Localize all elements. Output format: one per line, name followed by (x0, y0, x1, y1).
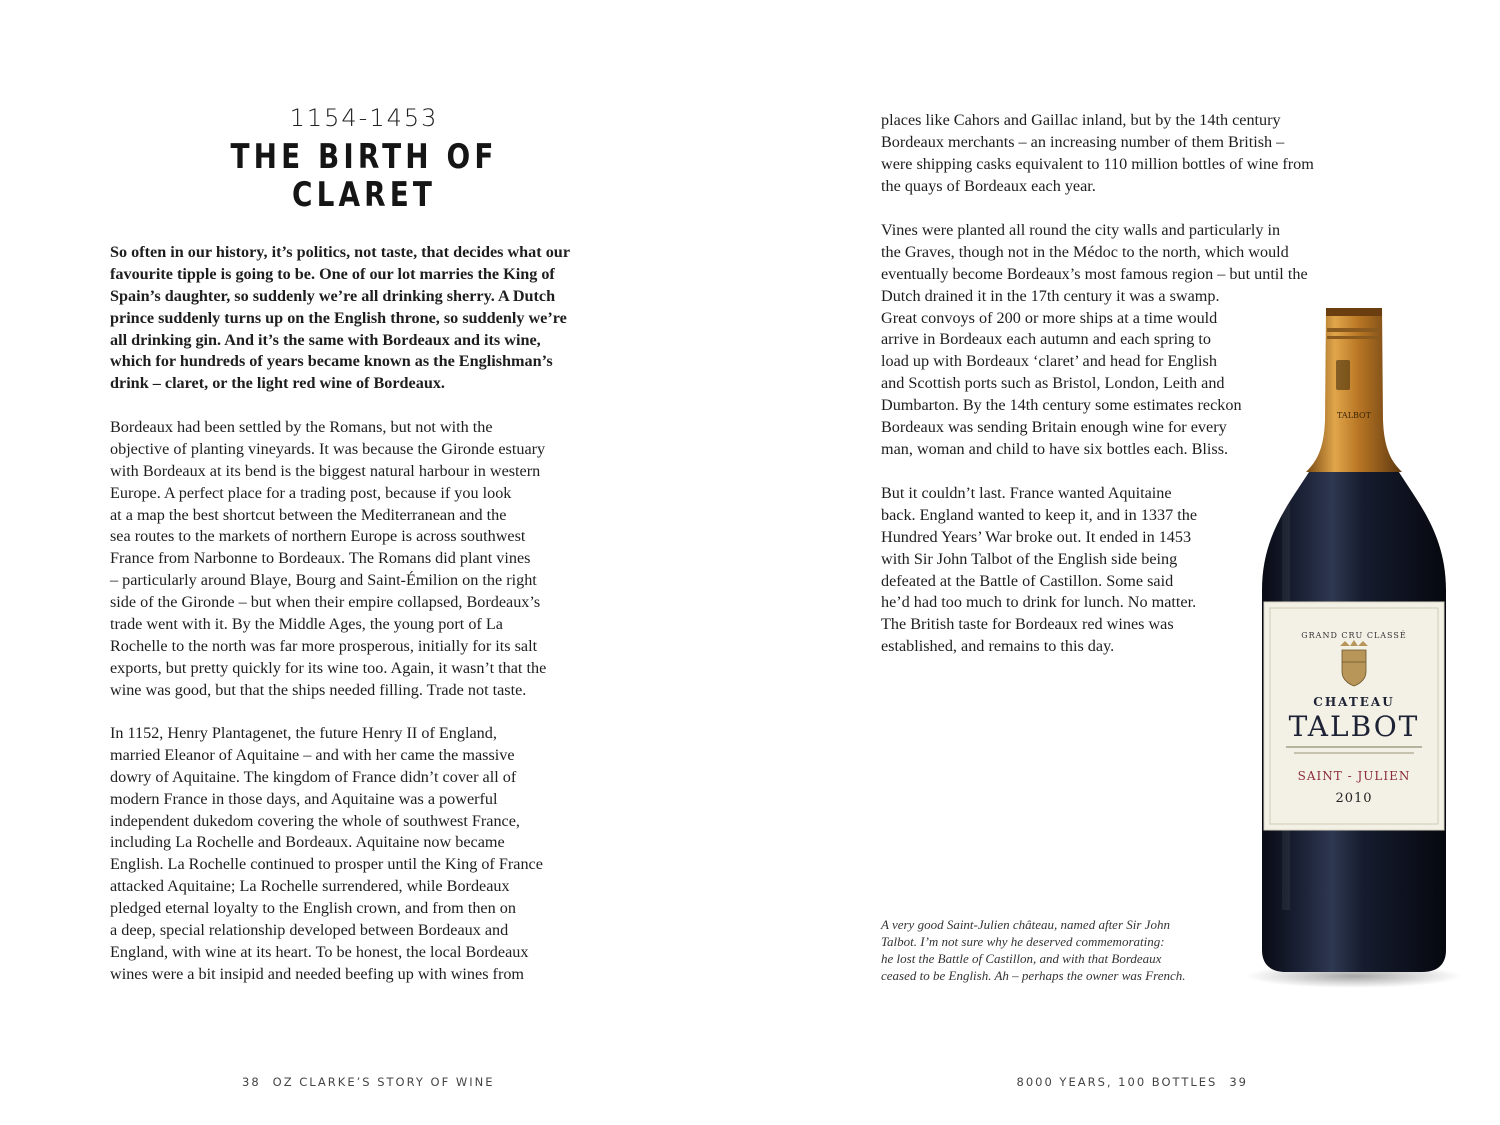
label-vintage: 2010 (1335, 791, 1373, 806)
text-line: dowry of Aquitaine. The kingdom of France didn’t cover all of (110, 767, 517, 786)
text-line: the quays of Bordeaux each year. (881, 176, 1096, 195)
chapter-title-line: THE BIRTH OF (230, 137, 498, 177)
text-line: – particularly around Blaye, Bourg and Saint-Émilion on the right (110, 571, 537, 590)
text-line: England, with wine at its heart. To be honest, the local Bordeaux (110, 942, 529, 961)
text-line: independent dukedom covering the whole of southwest France, (110, 811, 520, 830)
text-line: Bordeaux was sending Britain enough wine for every (881, 418, 1227, 437)
body-paragraph (110, 417, 546, 702)
body-paragraph (881, 483, 1197, 658)
text-line: Dutch drained it in the 17th century it was a swamp. (881, 286, 1220, 305)
text-line: wine was good, but that the ships needed filling. Trade not taste. (110, 680, 527, 699)
text-line: side of the Gironde – but when their empire collapsed, Bordeaux’s (110, 593, 541, 612)
text-line: married Eleanor of Aquitaine – and with her came the massive (110, 745, 515, 764)
text-line: exports, but pretty quickly for its wine too. Again, it wasn’t that the (110, 658, 547, 677)
text-line: and Scottish ports such as Bristol, London, Leith and (881, 374, 1225, 393)
label-name: TALBOT (1288, 710, 1420, 743)
text-line: English. La Rochelle continued to prosper until the King of France (110, 855, 543, 874)
text-line: established, and remains to this day. (881, 637, 1115, 656)
text-line: defeated at the Battle of Castillon. Some said (881, 571, 1174, 590)
text-line: all drinking gin. And it’s the same with Bordeaux and its wine, (110, 330, 541, 349)
image-caption (881, 916, 1186, 984)
text-line: with Bordeaux at its bend is the biggest natural harbour in western (110, 461, 541, 480)
text-line: Vines were planted all round the city walls and particularly in (881, 221, 1281, 239)
running-title: OZ CLARKE’S STORY OF WINE (272, 1075, 495, 1089)
text-line: Great convoys of 200 or more ships at a time would (881, 308, 1218, 327)
caption-line: A very good Saint-Julien château, named after Sir John (881, 917, 1170, 932)
body-paragraph (881, 110, 1314, 198)
text-line: Bordeaux had been settled by the Romans, but not with the (110, 418, 493, 436)
text-line: prince suddenly turns up on the English throne, so suddenly we’re (110, 308, 567, 327)
body-paragraph (110, 723, 543, 986)
text-line: he’d had too much to drink for lunch. No matter. (881, 593, 1197, 612)
running-title: 8000 YEARS, 100 BOTTLES (1016, 1075, 1218, 1089)
page-footer-left (230, 1075, 494, 1089)
text-line: Europe. A perfect place for a trading post, because if you look (110, 483, 512, 502)
caption-line: ceased to be English. Ah – perhaps the owner was French. (881, 968, 1186, 983)
text-line: modern France in those days, and Aquitaine was a powerful (110, 789, 498, 808)
label-classification: GRAND CRU CLASSÉ (1301, 631, 1407, 640)
text-line: which for hundreds of years became known as the Englishman’s (110, 352, 553, 371)
text-line: sea routes to the markets of northern Europe is across southwest (110, 527, 526, 546)
text-line: were shipping casks equivalent to 110 million bottles of wine from (881, 154, 1314, 173)
page-number: 38 (242, 1075, 261, 1089)
text-line: man, woman and child to have six bottles each. Bliss. (881, 439, 1229, 458)
intro-paragraph (110, 242, 570, 395)
text-line: Spain’s daughter, so suddenly we’re all drinking sherry. A Dutch (110, 286, 556, 305)
text-line: the Graves, though not in the Médoc to the north, which would (881, 242, 1289, 261)
text-line: drink – claret, or the light red wine of Bordeaux. (110, 374, 445, 393)
text-line: Rochelle to the north was far more prosperous, initially for its salt (110, 636, 538, 655)
text-line: load up with Bordeaux ‘claret’ and head for English (881, 352, 1217, 371)
text-line: trade went with it. By the Middle Ages, the young port of La (110, 615, 503, 634)
text-line: wines were a bit insipid and needed beefing up with wines from (110, 964, 525, 983)
text-line: including La Rochelle and Bordeaux. Aquitaine now became (110, 833, 505, 852)
page-number: 39 (1229, 1075, 1248, 1089)
text-line: pledged eternal loyalty to the English crown, and from then on (110, 899, 516, 918)
text-line: Bordeaux merchants – an increasing number of them British – (881, 132, 1285, 151)
text-line: France from Narbonne to Bordeaux. The Romans did plant vines (110, 549, 531, 568)
text-line: In 1152, Henry Plantagenet, the future Henry II of England, (110, 724, 497, 742)
caption-line: he lost the Battle of Castillon, and with that Bordeaux (881, 951, 1162, 966)
text-line: arrive in Bordeaux each autumn and each spring to (881, 330, 1211, 349)
text-line: Hundred Years’ War broke out. It ended in 1453 (881, 527, 1192, 546)
text-line: back. England wanted to keep it, and in 1337 the (881, 505, 1198, 524)
chapter-title-line: CLARET (292, 175, 436, 215)
right-page (750, 0, 1500, 1125)
text-line: eventually become Bordeaux’s most famous region – but until the (881, 264, 1308, 283)
text-line: at a map the best shortcut between the Mediterranean and the (110, 505, 507, 524)
text-line: So often in our history, it’s politics, not taste, that decides what our (110, 243, 570, 261)
caption-line: Talbot. I’m not sure why he deserved commemorating: (881, 934, 1165, 949)
text-line: places like Cahors and Gaillac inland, but by the 14th century (881, 111, 1281, 129)
wine-bottle-image (1242, 300, 1472, 1000)
capsule-text: TALBOT (1337, 411, 1371, 420)
label-chateau: CHATEAU (1313, 695, 1395, 709)
chapter-title (156, 138, 573, 214)
text-line: attacked Aquitaine; La Rochelle surrendered, while Bordeaux (110, 877, 510, 896)
text-line: The British taste for Bordeaux red wines was (881, 615, 1174, 634)
text-line: a deep, special relationship developed between Bordeaux and (110, 921, 509, 940)
text-line: objective of planting vineyards. It was because the Gironde estuary (110, 439, 546, 458)
text-line: favourite tipple is going to be. One of our lot marries the King of (110, 264, 555, 283)
label-appellation: SAINT - JULIEN (1297, 769, 1411, 783)
text-line: with Sir John Talbot of the English side being (881, 549, 1178, 568)
text-line: Dumbarton. By the 14th century some estimates reckon (881, 396, 1242, 415)
text-line: But it couldn’t last. France wanted Aquitaine (881, 484, 1172, 502)
page-footer-right (1017, 1075, 1261, 1089)
chapter-date: 1154-1453 (289, 104, 439, 132)
